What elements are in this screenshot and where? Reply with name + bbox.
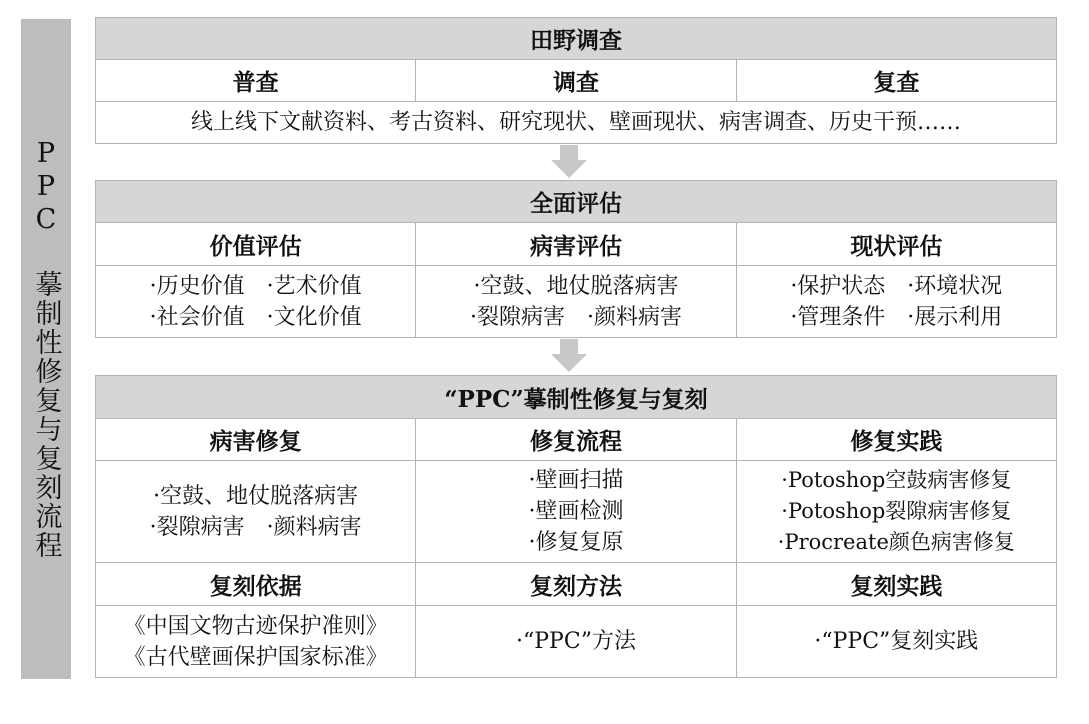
replication-details-row — [96, 605, 1056, 677]
restoration-columns — [96, 418, 1056, 460]
column-replication-practice: 复刻实践 — [736, 563, 1056, 605]
list-item: ·裂隙病害 ·颜料病害 — [149, 514, 362, 540]
assessment-columns — [96, 222, 1056, 265]
ppc-title: “PPC”摹制性修复与复刻 — [444, 385, 708, 413]
list-item: ·壁画检测 — [528, 499, 624, 524]
assessment-details-row — [96, 265, 1056, 337]
column-value-assessment: 价值评估 — [209, 232, 302, 260]
field-survey-block — [95, 17, 1057, 144]
column-resurvey: 复查 — [736, 60, 1056, 101]
assessment-title: 全面评估 — [530, 190, 622, 217]
list-item: ·裂隙病害 ·颜料病害 — [469, 304, 682, 330]
restoration-process-details — [415, 461, 735, 562]
disease-restoration-details — [96, 461, 415, 562]
ppc-header — [96, 376, 1056, 418]
replication-basis-details — [96, 606, 415, 677]
list-item: ·管理条件 ·展示利用 — [790, 304, 1003, 330]
field-survey-columns — [96, 59, 1056, 101]
list-item: ·空鼓、地仗脱落病害 — [473, 273, 679, 299]
replication-practice-details — [736, 606, 1056, 677]
column-disease-assessment: 病害评估 — [415, 223, 735, 265]
list-item: ·Potoshop裂隙病害修复 — [781, 499, 1012, 523]
list-item: 《中国文物古迹保护准则》 — [123, 613, 388, 639]
restoration-details-row — [96, 460, 1056, 562]
list-item: ·空鼓、地仗脱落病害 — [153, 483, 359, 509]
column-restoration-practice: 修复实践 — [736, 419, 1056, 460]
column-status-assessment: 现状评估 — [736, 223, 1056, 265]
field-survey-title: 田野调查 — [530, 27, 622, 54]
disease-assessment-details — [415, 266, 735, 337]
list-item: ·修复复原 — [528, 530, 624, 555]
restoration-practice-details — [736, 461, 1056, 562]
down-arrow-icon — [551, 145, 587, 178]
list-item: ·“PPC”复刻实践 — [814, 629, 979, 654]
column-survey: 调查 — [415, 60, 735, 101]
list-item: ·保护状态 ·环境状况 — [790, 273, 1003, 299]
list-item: ·Procreate颜色病害修复 — [777, 530, 1015, 554]
replication-columns — [96, 562, 1056, 605]
list-item: ·Potoshop空鼓病害修复 — [781, 468, 1012, 492]
list-item: ·历史价值 ·艺术价值 — [149, 273, 362, 299]
column-general-survey: 普查 — [232, 69, 279, 96]
value-assessment-details — [96, 266, 415, 337]
replication-method-details — [415, 606, 735, 677]
assessment-header — [96, 181, 1056, 222]
status-assessment-details — [736, 266, 1056, 337]
list-item: ·壁画扫描 — [528, 468, 624, 493]
list-item: ·“PPC”方法 — [516, 629, 636, 654]
list-item: ·社会价值 ·文化价值 — [149, 304, 362, 330]
column-restoration-process: 修复流程 — [415, 419, 735, 460]
field-survey-content: 线上线下文献资料、考古资料、研究现状、壁画现状、病害调查、历史干预…… — [190, 110, 961, 135]
assessment-block — [95, 180, 1057, 338]
column-disease-restoration: 病害修复 — [209, 428, 302, 455]
process-sidebar — [21, 19, 71, 679]
column-replication-basis: 复刻依据 — [209, 572, 302, 600]
column-replication-method: 复刻方法 — [415, 563, 735, 605]
field-survey-content-row — [96, 101, 1056, 143]
down-arrow-icon — [551, 339, 587, 372]
ppc-block — [95, 375, 1057, 678]
sidebar-title: PPC 摹制性修复与复刻流程 — [30, 138, 62, 560]
list-item: 《古代壁画保护国家标准》 — [123, 644, 388, 670]
field-survey-header — [96, 18, 1056, 59]
